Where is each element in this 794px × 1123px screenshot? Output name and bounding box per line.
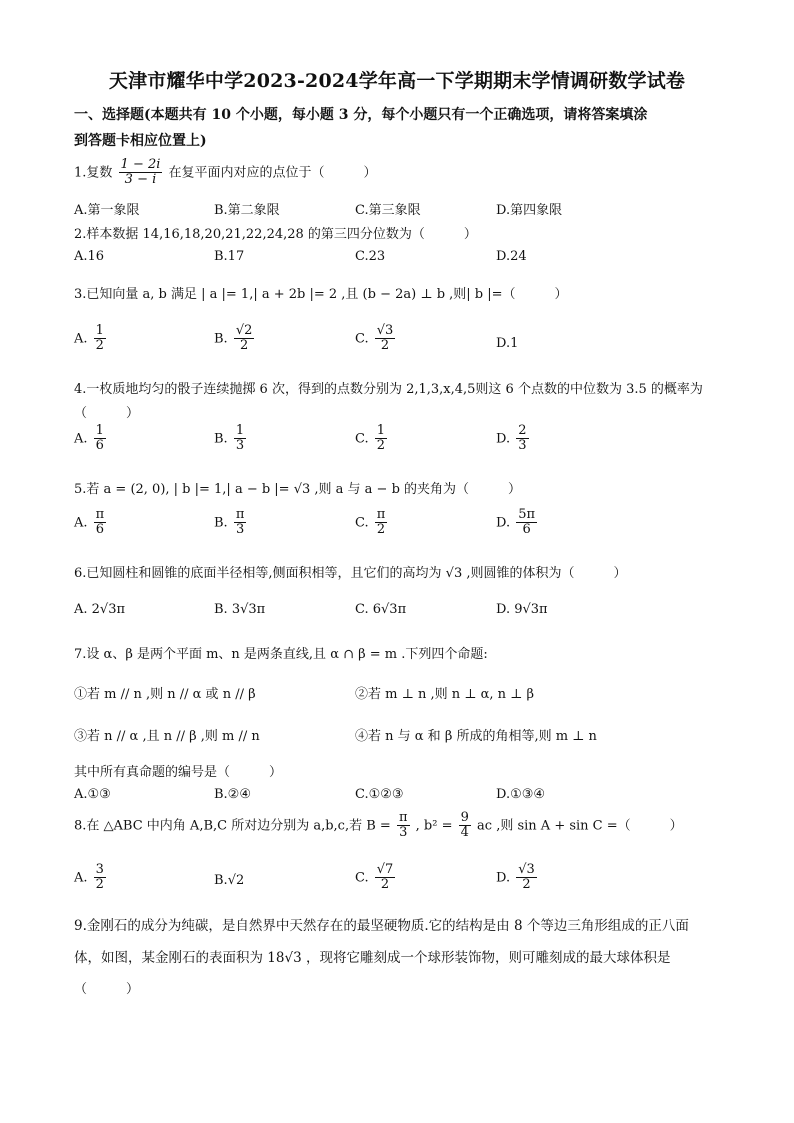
option-label: A. [74,515,88,531]
q2-option-c: C.23 [355,249,386,264]
option-label: B. [214,873,228,888]
question-4-line1: 4.一枚质地均匀的骰子连续抛掷 6 次，得到的点数分别为 2,1,3,x,4,5则这 6 个点数的中位数为 3.5 的概率为 [74,382,703,397]
option-label: A. [74,431,88,447]
fraction-denominator: 2 [376,522,386,538]
option-label: D. [496,336,511,351]
question-7-ask: 其中所有真命题的编号是（ ） [74,765,283,780]
fraction-numerator: 1 − 2i [120,157,161,172]
q5-option-c [355,508,389,538]
fraction-denominator: 3 [518,438,527,454]
option-fraction [375,324,396,354]
q2-option-d: D.24 [496,249,527,264]
fraction-denominator: 2 [522,877,531,893]
q6-option-d: D. 9√3π [496,602,548,617]
fraction-denominator: 2 [95,338,104,354]
fraction-denominator: 6 [95,438,104,454]
question-3: 3.已知向量 a, b 满足 | a |= 1,| a + 2b |= 2 ,且 (b − 2a) ⊥ b ,则| b |=（ ） [74,287,568,302]
q7-option-a: A.①③ [74,787,111,802]
fraction-numerator: √2 [235,323,253,338]
option-label: D. [496,431,511,447]
option-label: A. [74,331,88,347]
option-label: D. [496,870,511,886]
fraction-numerator: 1 [235,423,245,438]
option-fraction [94,324,106,354]
q7-proposition-2: ②若 m ⊥ n ,则 n ⊥ α, n ⊥ β [355,687,535,702]
option-label: B. [214,431,228,447]
section-heading-line1: 一、选择题(本题共有 10 个小题，每小题 3 分，每个小题只有一个正确选项，请将答案填涂 [74,107,648,123]
option-fraction [94,424,106,454]
q5-option-b [214,508,248,538]
q7-option-d: D.①③④ [496,787,546,802]
fraction-numerator: 1 [95,423,104,438]
option-fraction [94,863,106,893]
question-4-line2: （ ） [74,406,140,421]
fraction-denominator: 2 [380,877,390,893]
question-9-line2: 体，如图，某金刚石的表面积为 18√3 ，现将它雕刻成一个球形装饰物，则可雕刻成的最大球体积是 [74,950,671,966]
option-label: B. [214,331,228,347]
option-fraction [375,508,388,538]
option-fraction [234,324,255,354]
q2-option-a: A.16 [74,249,105,264]
option-value: 1 [510,336,519,351]
q8-option-c [355,863,397,893]
option-label: D. [496,515,511,531]
option-fraction [516,508,537,538]
section-heading-line2: 到答题卡相应位置上) [74,133,207,149]
question-1-suffix: 在复平面内对应的点位于（ ） [168,165,377,181]
page-title: 天津市耀华中学2023-2024学年高一下学期期末学情调研数学试卷 [108,70,686,92]
fraction-numerator: 5π [518,507,536,522]
fraction-numerator: 9 [460,810,469,825]
fraction-denominator: 2 [95,877,104,893]
fraction-numerator: π [398,810,408,825]
fraction-numerator: 1 [95,323,104,338]
option-label: A. [74,870,88,886]
question-2: 2.样本数据 14,16,18,20,21,22,24,28 的第三四分位数为（ ） [74,227,477,242]
option-fraction [516,424,528,454]
q7-proposition-3: ③若 n // α ,且 n // β ,则 m // n [74,729,260,744]
question-8-prefix: 8.在 △ABC 中内角 A,B,C 所对边分别为 a,b,c,若 B = [74,818,391,834]
question-7: 7.设 α、β 是两个平面 m、n 是两条直线,且 α ∩ β = m .下列四个命题: [74,647,488,662]
option-fraction [375,863,396,893]
option-label: C. [355,431,369,447]
fraction-denominator: 6 [522,522,531,538]
fraction-denominator: 6 [95,522,105,538]
fraction-numerator: 2 [518,423,527,438]
option-fraction [375,424,387,454]
q2-option-b: B.17 [214,249,245,264]
question-9-line1: 9.金刚石的成分为纯碳，是自然界中天然存在的最坚硬物质.它的结构是由 8 个等边三角形组成的正八面 [74,918,689,934]
fraction-denominator: 3 − i [124,172,157,188]
option-fraction [234,424,246,454]
fraction-denominator: 3 [235,438,245,454]
fraction-denominator: 2 [239,338,249,354]
option-label: C. [355,331,369,347]
fraction-numerator: π [95,507,105,522]
q6-option-a: A. 2√3π [74,602,126,617]
question-8 [74,811,683,841]
question-6: 6.已知圆柱和圆锥的底面半径相等,侧面积相等，且它们的高均为 √3 ,则圆锥的体积为（ ） [74,566,627,581]
fraction-denominator: 4 [460,825,469,841]
q3-option-b [214,324,256,354]
q5-option-a [74,508,108,538]
q1-option-c: C.第三象限 [355,203,421,218]
question-1-fraction [119,158,163,188]
q7-option-b: B.②④ [214,787,251,802]
q7-option-c: C.①②③ [355,787,404,802]
question-5: 5.若 a = (2, 0), | b |= 1,| a − b |= √3 ,则 a 与 a − b 的夹角为（ ） [74,482,522,497]
question-8-coef-fraction [459,811,471,841]
q1-option-a: A.第一象限 [74,203,140,218]
q7-proposition-4: ④若 n 与 α 和 β 所成的角相等,则 m ⊥ n [355,729,597,744]
fraction-numerator: √3 [518,862,535,877]
question-8-mid: , b² = [415,818,453,834]
q3-option-a [74,324,108,354]
fraction-numerator: 1 [376,423,386,438]
q7-proposition-1: ①若 m // n ,则 n // α 或 n // β [74,687,256,702]
question-1 [74,158,377,188]
question-8-suffix: ac ,则 sin A + sin C =（ ） [477,818,683,834]
q8-option-b [214,873,244,888]
q8-option-d [496,863,539,893]
q1-option-d: D.第四象限 [496,203,563,218]
q4-option-d [496,424,531,454]
fraction-numerator: √3 [376,323,394,338]
question-9-line3: （ ） [74,982,140,997]
option-label: B. [214,515,228,531]
q4-option-c [355,424,389,454]
q3-option-c [355,324,397,354]
fraction-denominator: 2 [376,438,386,454]
option-fraction [234,508,247,538]
option-fraction [516,863,537,893]
fraction-numerator: √7 [376,862,394,877]
fraction-numerator: π [235,507,245,522]
option-label: C. [355,870,369,886]
fraction-denominator: 3 [235,522,245,538]
option-label: C. [355,515,369,531]
question-8-angle-fraction [397,811,410,841]
q8-option-a [74,863,108,893]
option-fraction [94,508,107,538]
option-value: √2 [227,873,245,888]
q4-option-b [214,424,248,454]
q5-option-d [496,508,539,538]
fraction-numerator: π [376,507,386,522]
q4-option-a [74,424,108,454]
q6-option-c: C. 6√3π [355,602,407,617]
q3-option-d [496,336,518,351]
fraction-denominator: 3 [399,825,408,841]
fraction-numerator: 3 [95,862,104,877]
fraction-denominator: 2 [380,338,390,354]
question-1-prefix: 1.复数 [74,165,113,181]
q1-option-b: B.第二象限 [214,203,280,218]
q6-option-b: B. 3√3π [214,602,266,617]
